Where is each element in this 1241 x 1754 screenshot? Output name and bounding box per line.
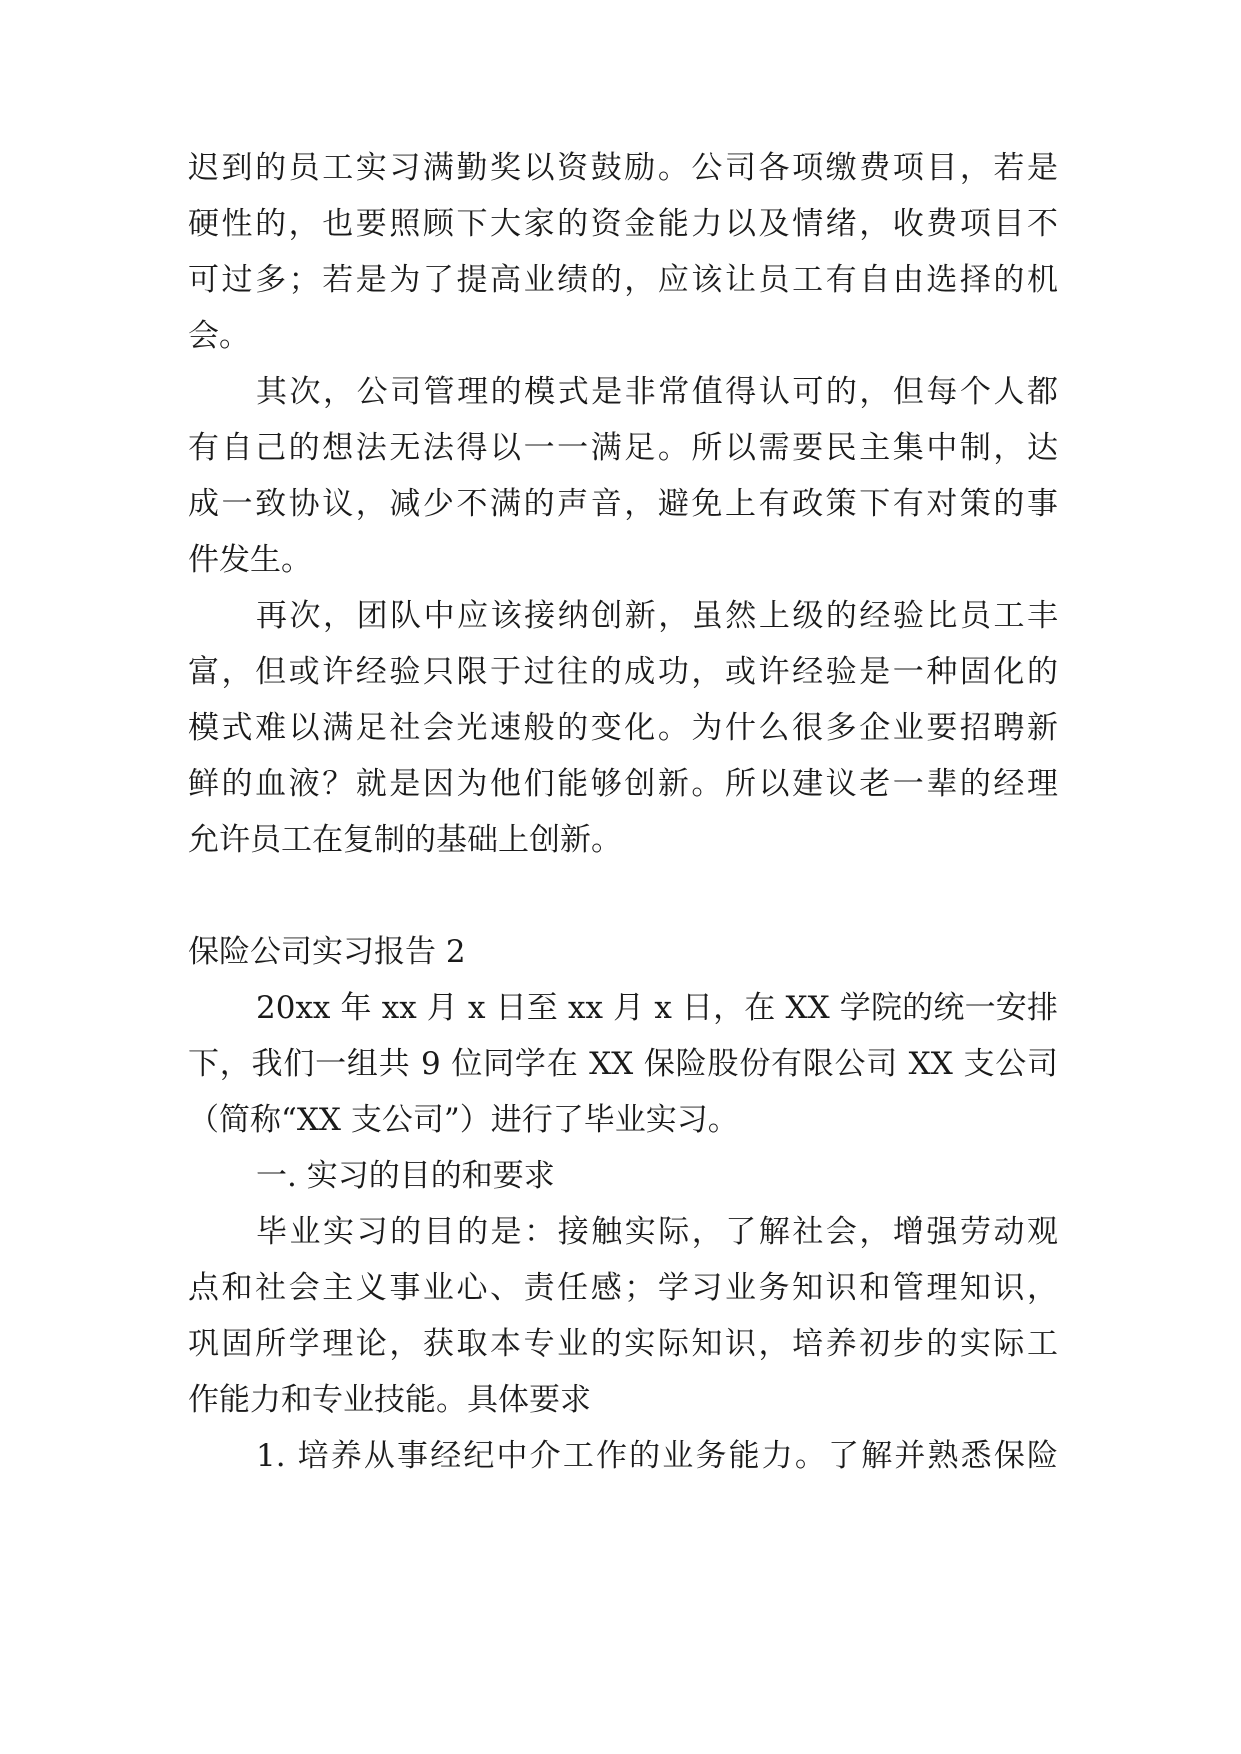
paragraph-line: 硬性的，也要照顾下大家的资金能力以及情绪，收费项目不	[188, 206, 1058, 242]
paragraph-line: 可过多；若是为了提高业绩的，应该让员工有自由选择的机	[188, 262, 1058, 298]
paragraph-line: 下，我们一组共 9 位同学在 XX 保险股份有限公司 XX 支公司	[188, 1046, 1058, 1082]
paragraph-line: 会。	[188, 318, 250, 354]
subheading: 一. 实习的目的和要求	[256, 1158, 555, 1194]
paragraph-line: 作能力和专业技能。具体要求	[188, 1382, 591, 1418]
paragraph-line: 有自己的想法无法得以一一满足。所以需要民主集中制，达	[188, 430, 1058, 466]
paragraph-line: （简称“XX 支公司”）进行了毕业实习。	[188, 1102, 739, 1138]
paragraph-line: 成一致协议，减少不满的声音，避免上有政策下有对策的事	[188, 486, 1058, 522]
paragraph-line: 巩固所学理论，获取本专业的实际知识，培养初步的实际工	[188, 1326, 1058, 1362]
paragraph-line: 富，但或许经验只限于过往的成功，或许经验是一种固化的	[188, 654, 1058, 690]
paragraph-line: 件发生。	[188, 542, 312, 578]
section-title: 保险公司实习报告 2	[188, 934, 466, 970]
paragraph-line: 鲜的血液？就是因为他们能够创新。所以建议老一辈的经理	[188, 766, 1058, 802]
paragraph-line: 毕业实习的目的是：接触实际，了解社会，增强劳动观	[256, 1214, 1058, 1250]
paragraph-line: 再次，团队中应该接纳创新，虽然上级的经验比员工丰	[256, 598, 1058, 634]
paragraph-line: 点和社会主义事业心、责任感；学习业务知识和管理知识，	[188, 1270, 1058, 1306]
paragraph-line: 1. 培养从事经纪中介工作的业务能力。了解并熟悉保险	[256, 1438, 1058, 1474]
paragraph-line: 允许员工在复制的基础上创新。	[188, 822, 622, 858]
paragraph-line: 模式难以满足社会光速般的变化。为什么很多企业要招聘新	[188, 710, 1058, 746]
paragraph-line: 20xx 年 xx 月 x 日至 xx 月 x 日，在 XX 学院的统一安排	[256, 990, 1058, 1026]
paragraph-line: 迟到的员工实习满勤奖以资鼓励。公司各项缴费项目，若是	[188, 150, 1058, 186]
paragraph-line: 其次，公司管理的模式是非常值得认可的，但每个人都	[256, 374, 1058, 410]
